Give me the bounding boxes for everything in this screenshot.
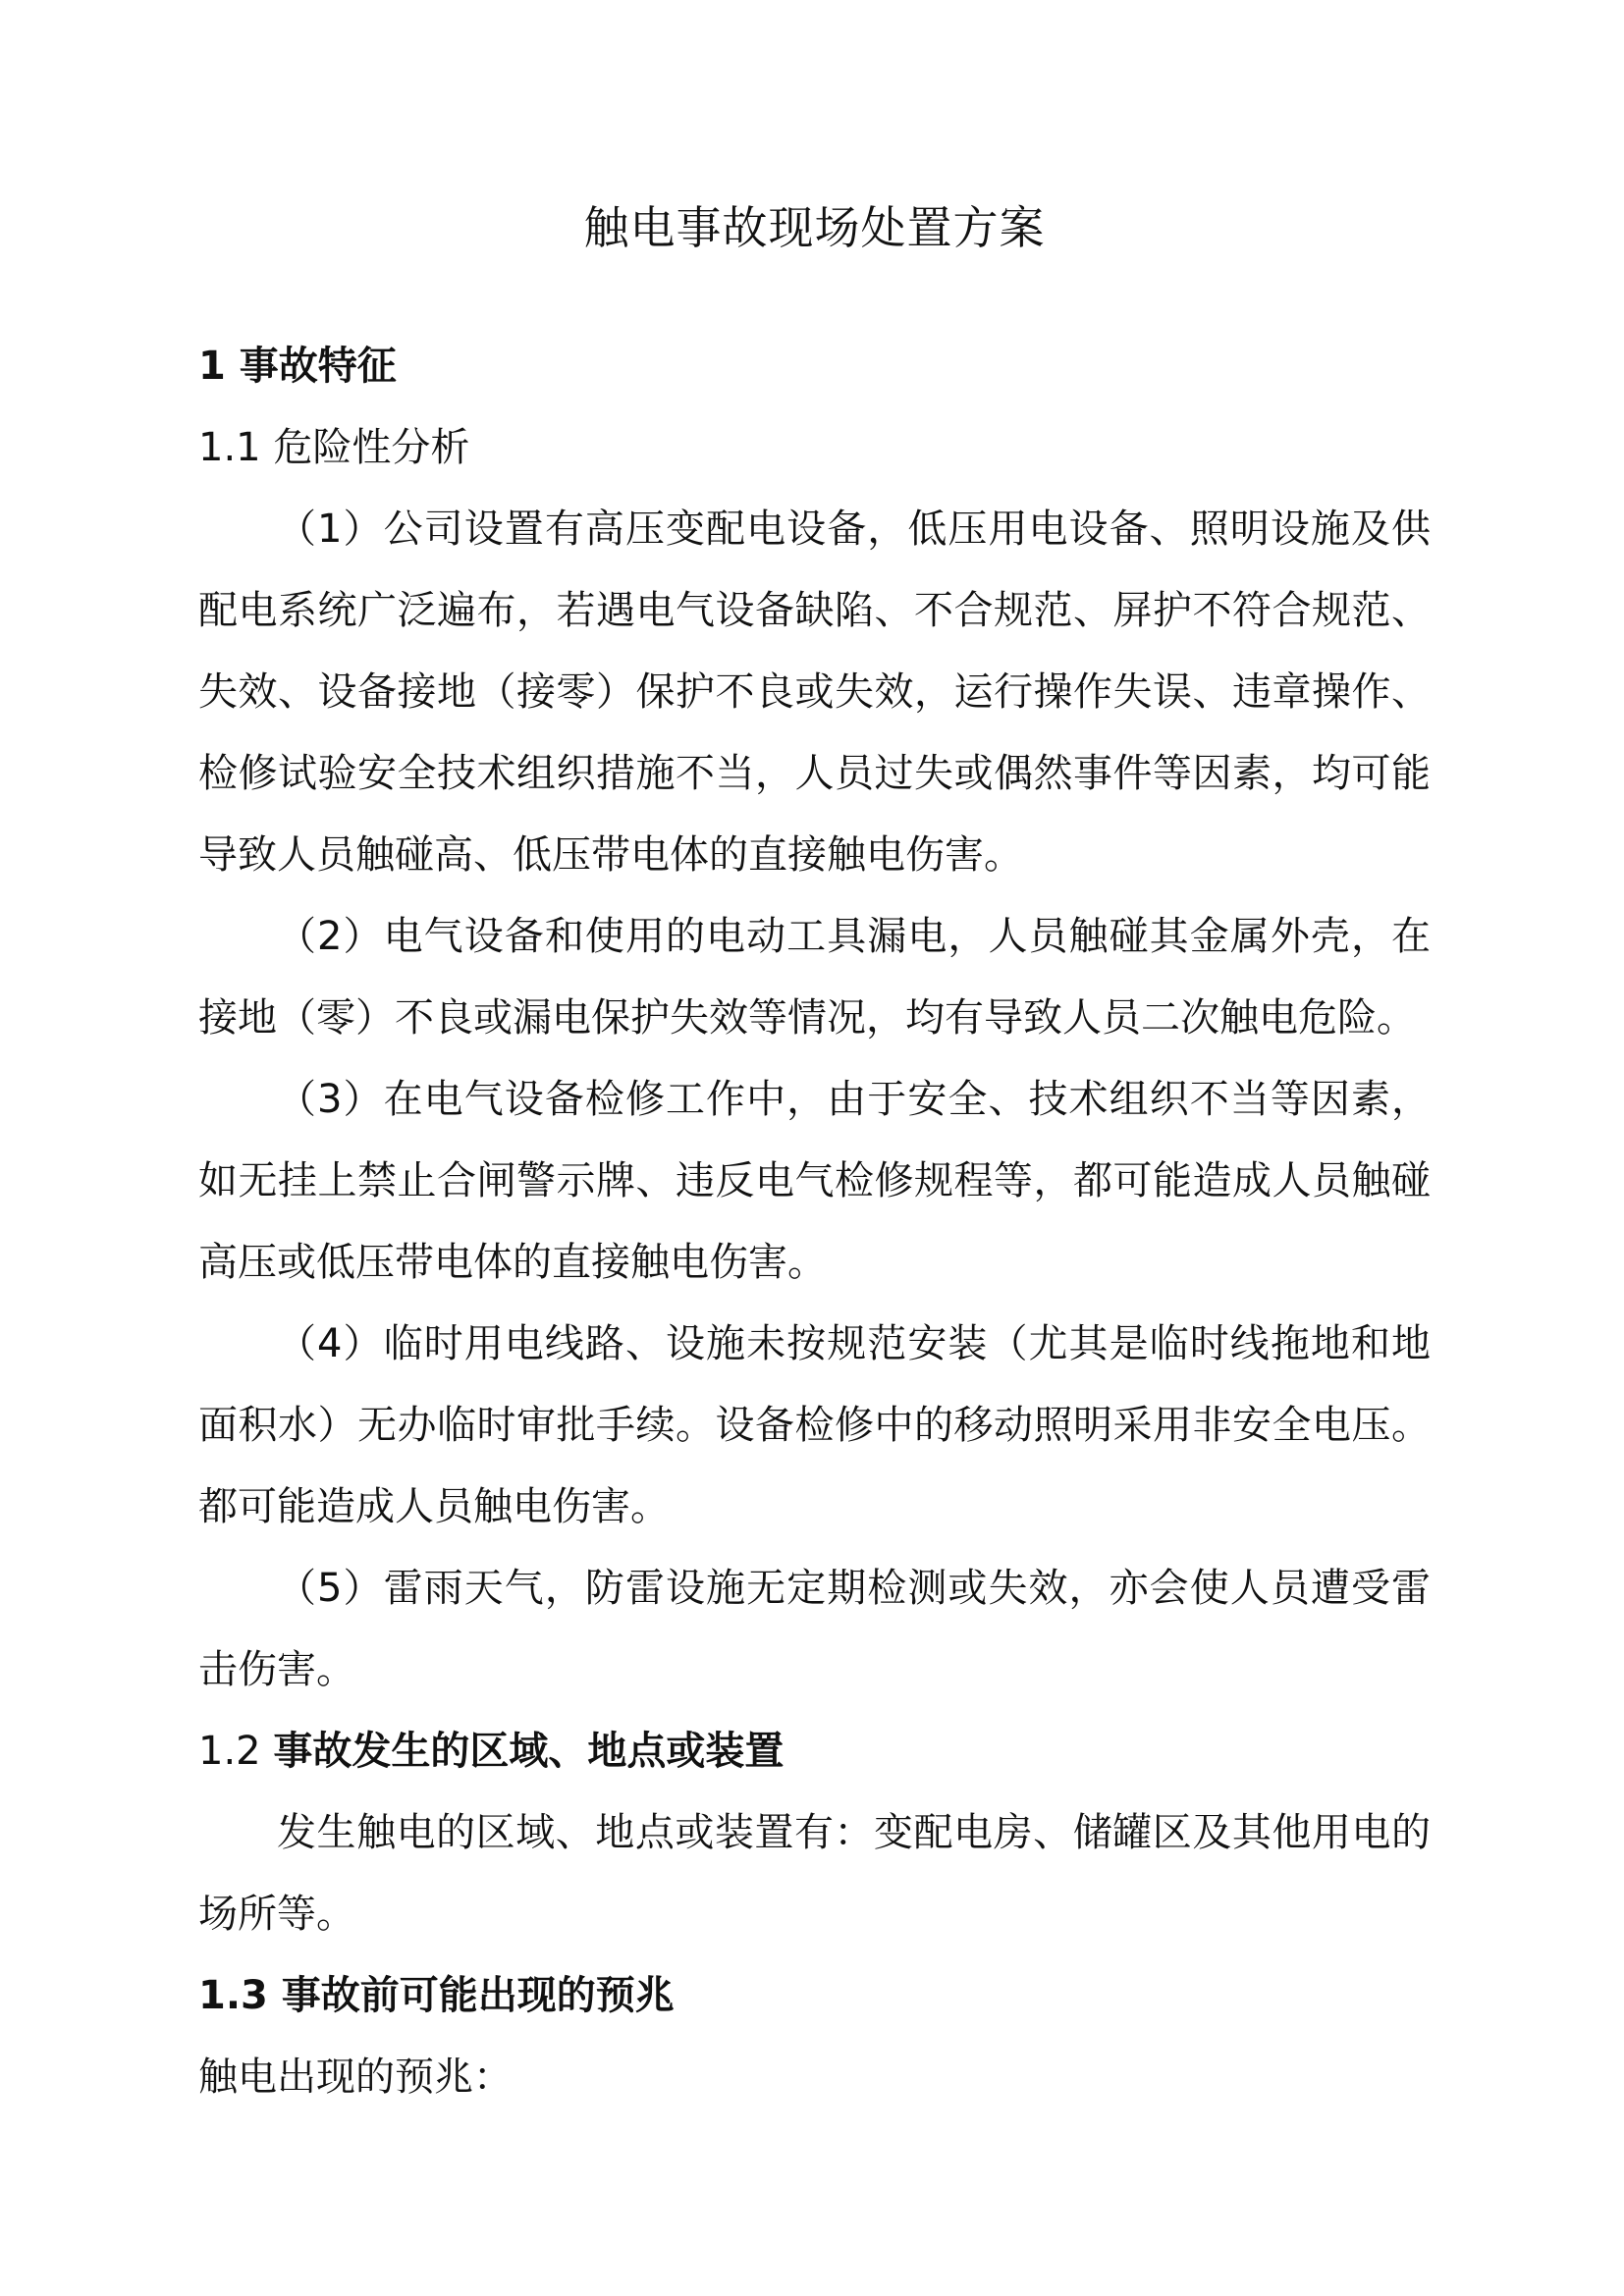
section-1-3-heading: 1.3 事故前可能出现的预兆 (198, 1973, 675, 2018)
warning-signs-intro: 触电出现的预兆： (198, 2055, 513, 2100)
section-1-2-number: 1.2 (198, 1729, 274, 1774)
hazard-paragraph-4: （4）临时用电线路、设施未按规范安装（尤其是临时线拖地和地面积水）无办临时审批手续。设备检修中的移动照明采用非安全电压。都可能造成人员触电伤害。 (198, 1321, 1431, 1529)
section-1-heading: 1 事故特征 (198, 344, 397, 389)
hazard-paragraph-2: （2）电气设备和使用的电动工具漏电，人员触碰其金属外壳，在接地（零）不良或漏电保护失效等情况，均有导致人员二次触电危险。 (198, 914, 1431, 1041)
section-1-2-heading (198, 1711, 1431, 1792)
section-1-2-title: 事故发生的区域、地点或装置 (273, 1729, 785, 1774)
hazard-paragraph-1: （1）公司设置有高压变配电设备，低压用电设备、照明设施及供配电系统广泛遍布，若遇电气设备缺陷、不合规范、屏护不符合规范、失效、设备接地（接零）保护不良或失效，运行操作失误、违章操作、检修试验安全技术组织措施不当，人员过失或偶然事件等因素，均可能导致人员触碰高、低压带电体的直接触电伤害。 (198, 507, 1431, 878)
section-1-1-heading: 1.1 危险性分析 (198, 425, 470, 470)
document-title: 触电事故现场处置方案 (583, 201, 1046, 254)
hazard-paragraph-3: （3）在电气设备检修工作中，由于安全、技术组织不当等因素，如无挂上禁止合闸警示牌、违反电气检修规程等，都可能造成人员触碰高压或低压带电体的直接触电伤害。 (198, 1077, 1431, 1285)
accident-area-paragraph: 发生触电的区域、地点或装置有：变配电房、储罐区及其他用电的场所等。 (198, 1810, 1431, 1937)
hazard-paragraph-5: （5）雷雨天气，防雷设施无定期检测或失效，亦会使人员遭受雷击伤害。 (198, 1566, 1431, 1692)
document-body (198, 188, 1431, 2118)
